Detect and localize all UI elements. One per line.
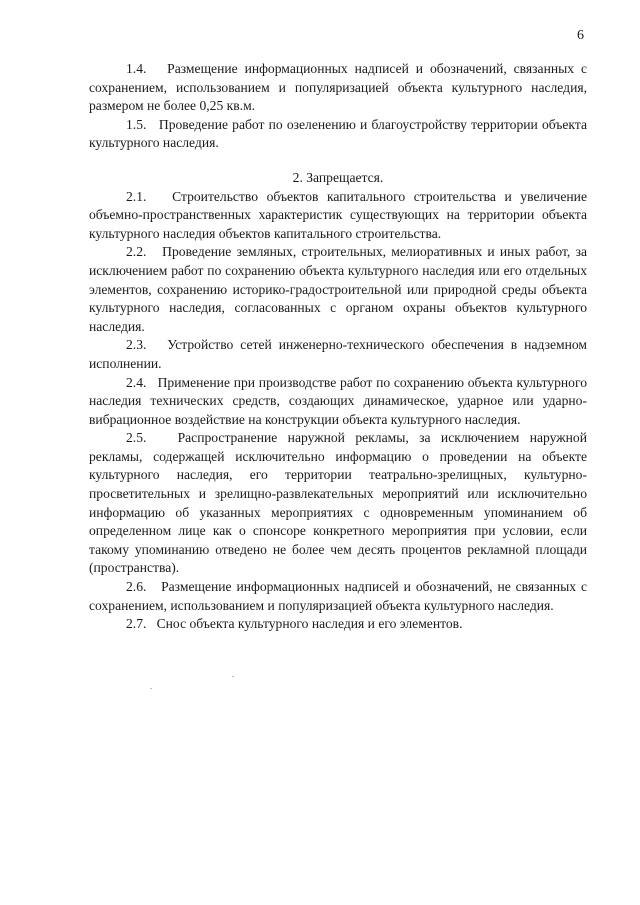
item-number: 2.3.	[126, 337, 147, 353]
item-text: Размещение информационных надписей и обозначений, связанных с сохранением, использованием и популяризацией объекта культурного наследия, размером не более 0,25 кв.м.	[89, 61, 588, 114]
item-text: Распространение наружной рекламы, за исключением наружной рекламы, содержащей исключительно информацию о проведении на объекте культурного наследия, его территории театрально-зрелищных, культурно-просветительных и зрелищно-развлекательных мероприятий или исключительно информацию об указанных мероприятиях с одновременным упоминанием об определенном лице как о спонсоре конкретного мероприятия при условии, если такому упоминанию отведено не более чем десять процентов рекламной площади (пространства).	[89, 430, 587, 576]
document-body	[89, 60, 587, 634]
paragraph-2-2	[89, 243, 587, 336]
item-text: Проведение работ по озеленению и благоустройству территории объекта культурного наследия.	[89, 116, 587, 151]
paragraph-2-5	[89, 429, 587, 578]
item-number: 2.7.	[126, 616, 147, 632]
page-number: 6	[577, 28, 584, 43]
item-number: 2.4.	[126, 374, 147, 390]
scan-artifact-line	[232, 676, 234, 677]
paragraph-1-5	[89, 116, 587, 153]
item-number: 2.5.	[126, 430, 147, 446]
scan-artifact-line	[150, 688, 152, 689]
item-text: Снос объекта культурного наследия и его элементов.	[156, 616, 463, 632]
item-text: Устройство сетей инженерно-технического обеспечения в надземном исполнении.	[89, 337, 587, 371]
paragraph-2-1	[89, 188, 587, 244]
item-text: Строительство объектов капитального строительства и увеличение объемно-пространственных характеристик существующих на территории объекта культурного наследия объектов капитального строительства.	[89, 188, 587, 241]
paragraph-2-3	[89, 336, 587, 373]
item-text: Размещение информационных надписей и обозначений, не связанных с сохранением, использованием и популяризацией объекта культурного наследия.	[89, 579, 587, 613]
item-number: 1.5.	[126, 116, 147, 132]
paragraph-2-7	[89, 615, 587, 634]
item-number: 2.2.	[126, 244, 147, 260]
item-text: Проведение земляных, строительных, мелиоративных и иных работ, за исключением работ по сохранению объекта культурного наследия или его отдельных элементов, сохранению историко-градостроительной или природной среды объекта культурного наследия, согласованных с органом охраны объектов культурного наследия.	[89, 244, 587, 334]
paragraph-1-4	[89, 60, 587, 116]
item-number: 1.4.	[126, 61, 147, 76]
item-number: 2.1.	[126, 188, 147, 204]
paragraph-2-4	[89, 374, 587, 430]
item-number: 2.6.	[126, 579, 147, 595]
section-heading: 2. Запрещается.	[292, 169, 384, 185]
paragraph-2-6	[89, 578, 587, 615]
item-text: Применение при производстве работ по сохранению объекта культурного наследия технических средств, создающих динамическое, ударное или ударно-вибрационное воздействие на конструкции объекта культурного наследия.	[89, 374, 587, 427]
